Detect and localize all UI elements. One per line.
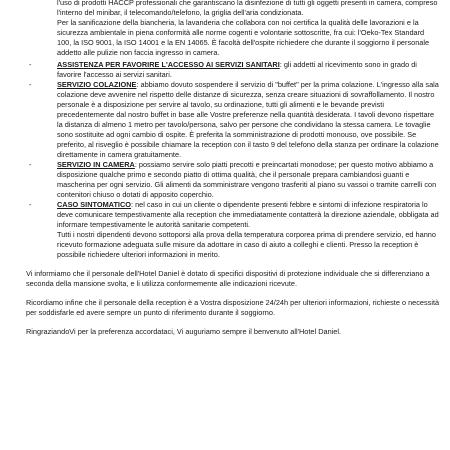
- bullet-marker: -: [29, 80, 32, 89]
- bullet-marker: -: [29, 200, 32, 209]
- item-heading: CASO SINTOMATICO: [57, 200, 131, 209]
- item-text: : possiamo servire solo piatti precotti e preincartati monodose; per questo motivo abbiamo a disposizione qualche primo e secondo piatto di ottima qualità, che il personale prepara cambiandosi guanti e mascherina per ogni servizio. Gli alimenti da somministrare vengono trasferiti al piano su vassoi o tramite carrelli con contenitori chiuso o dotati di apposito coperchio.: [57, 160, 437, 199]
- list-item-colazione: [26, 80, 440, 160]
- closing-paragraph-thanks: RingraziandoVi per la preferenza accordataci, Vi auguriamo sempre il benvenuto all'Hotel Daniel.: [26, 327, 342, 336]
- intro-section: [26, 0, 440, 58]
- bullet-marker: -: [29, 160, 32, 169]
- intro-paragraph-2: Per la sanificazione della biancheria, la lavanderia che collabora con noi certifica la qualità delle lavorazioni e la sicurezza ambientale in piena conformità alle norme cogenti e volontarie sottoscritte, fra cui: l'Oeko-Tex Standard 100, la ISO 9001, la ISO 14001 e la EN 14065. È facoltà dell'ospite richiedere che durante il soggiorno il personale addetto alle pulizie non faccia ingresso in camera.: [57, 18, 430, 57]
- list-item-assistenza: [26, 60, 440, 80]
- list-item-caso-sintomatico: [26, 200, 440, 260]
- item-heading: SERVIZIO IN CAMERA: [57, 160, 135, 169]
- item-text-continued: Tutti i nostri dipendenti devono sottoporsi alla prova della temperatura corporea prima di prendere servizio, ed hanno ricevuto formazione adeguata sulle misure da adottare in caso di aiuto a colleghi e clienti. Presso la reception è possibile richiedere ulteriori informazioni in merito.: [57, 230, 436, 259]
- item-heading: SERVIZIO COLAZIONE: [57, 80, 137, 89]
- bullet-marker: -: [29, 60, 32, 69]
- closing-paragraph-dpi: Vi informiamo che il personale dell'Hotel Daniel è dotato di specifici dispositivi di protezione individuale che si differenziano a seconda della mansione svolta, e li utilizza conformemente alle indicazioni ricevute.: [26, 269, 430, 288]
- item-text: : gli addetti al ricevimento sono in grado di favorire l'accesso ai servizi sanitari.: [57, 60, 417, 79]
- item-text: : nel caso in cui un cliente o dipendente presenti febbre e sintomi di infezione respiratoria lo deve comunicare tempestivamente alla reception che immediatamente contatterà la direzione aziendale, obbligata ad informare tempestivamente le autorità sanitarie competenti.: [57, 200, 439, 229]
- list-item-servizio-camera: [26, 160, 440, 200]
- closing-paragraph-reception: Ricordiamo infine che il personale della reception è a Vostra disposizione 24/24h per ulteriori informazioni, richieste o necessità per soddisfarle ed avere sempre un punto di riferimento durante il soggiorno.: [26, 298, 440, 317]
- item-heading: ASSISTENZA PER FAVORIRE L'ACCESSO AI SERVIZI SANITARI: [57, 60, 280, 69]
- services-list: [26, 60, 440, 260]
- intro-paragraph-1: l'uso di prodotti HACCP professionali che garantiscano la disinfezione di tutti gli oggetti presenti in camera, compreso l'interno del minibar, il telecomando/telefono, la griglia dell'aria condizionata.: [57, 0, 438, 17]
- item-text: : abbiamo dovuto sospendere il servizio di "buffet" per la prima colazione. L'ingresso alla sala colazione deve avvenire nel rispetto delle distanze di sicurezza, senza creare situazioni di sovraffollamento. Il nostro personale è a disposizione per servire al tavolo, su ordinazione, tutti gli alimenti e le bevande previsti precedentemente dal nostro buffet in base alle Vostre preferenze nella quantità desiderata. I tavoli devono rispettare la distanza di almeno 1 metro per tavolo/persona, salvo per persone che condividano la stessa camera. Le tovaglie sono sostituite ad ogni cambio di ospite. È preferita la somministrazione di prodotti monouso, ove possibile. Se preferito, al risveglio è possibile chiamare la reception con il tasto 9 del telefono della stanza per ordinare la colazione direttamente in camera gratuitamente.: [57, 80, 439, 159]
